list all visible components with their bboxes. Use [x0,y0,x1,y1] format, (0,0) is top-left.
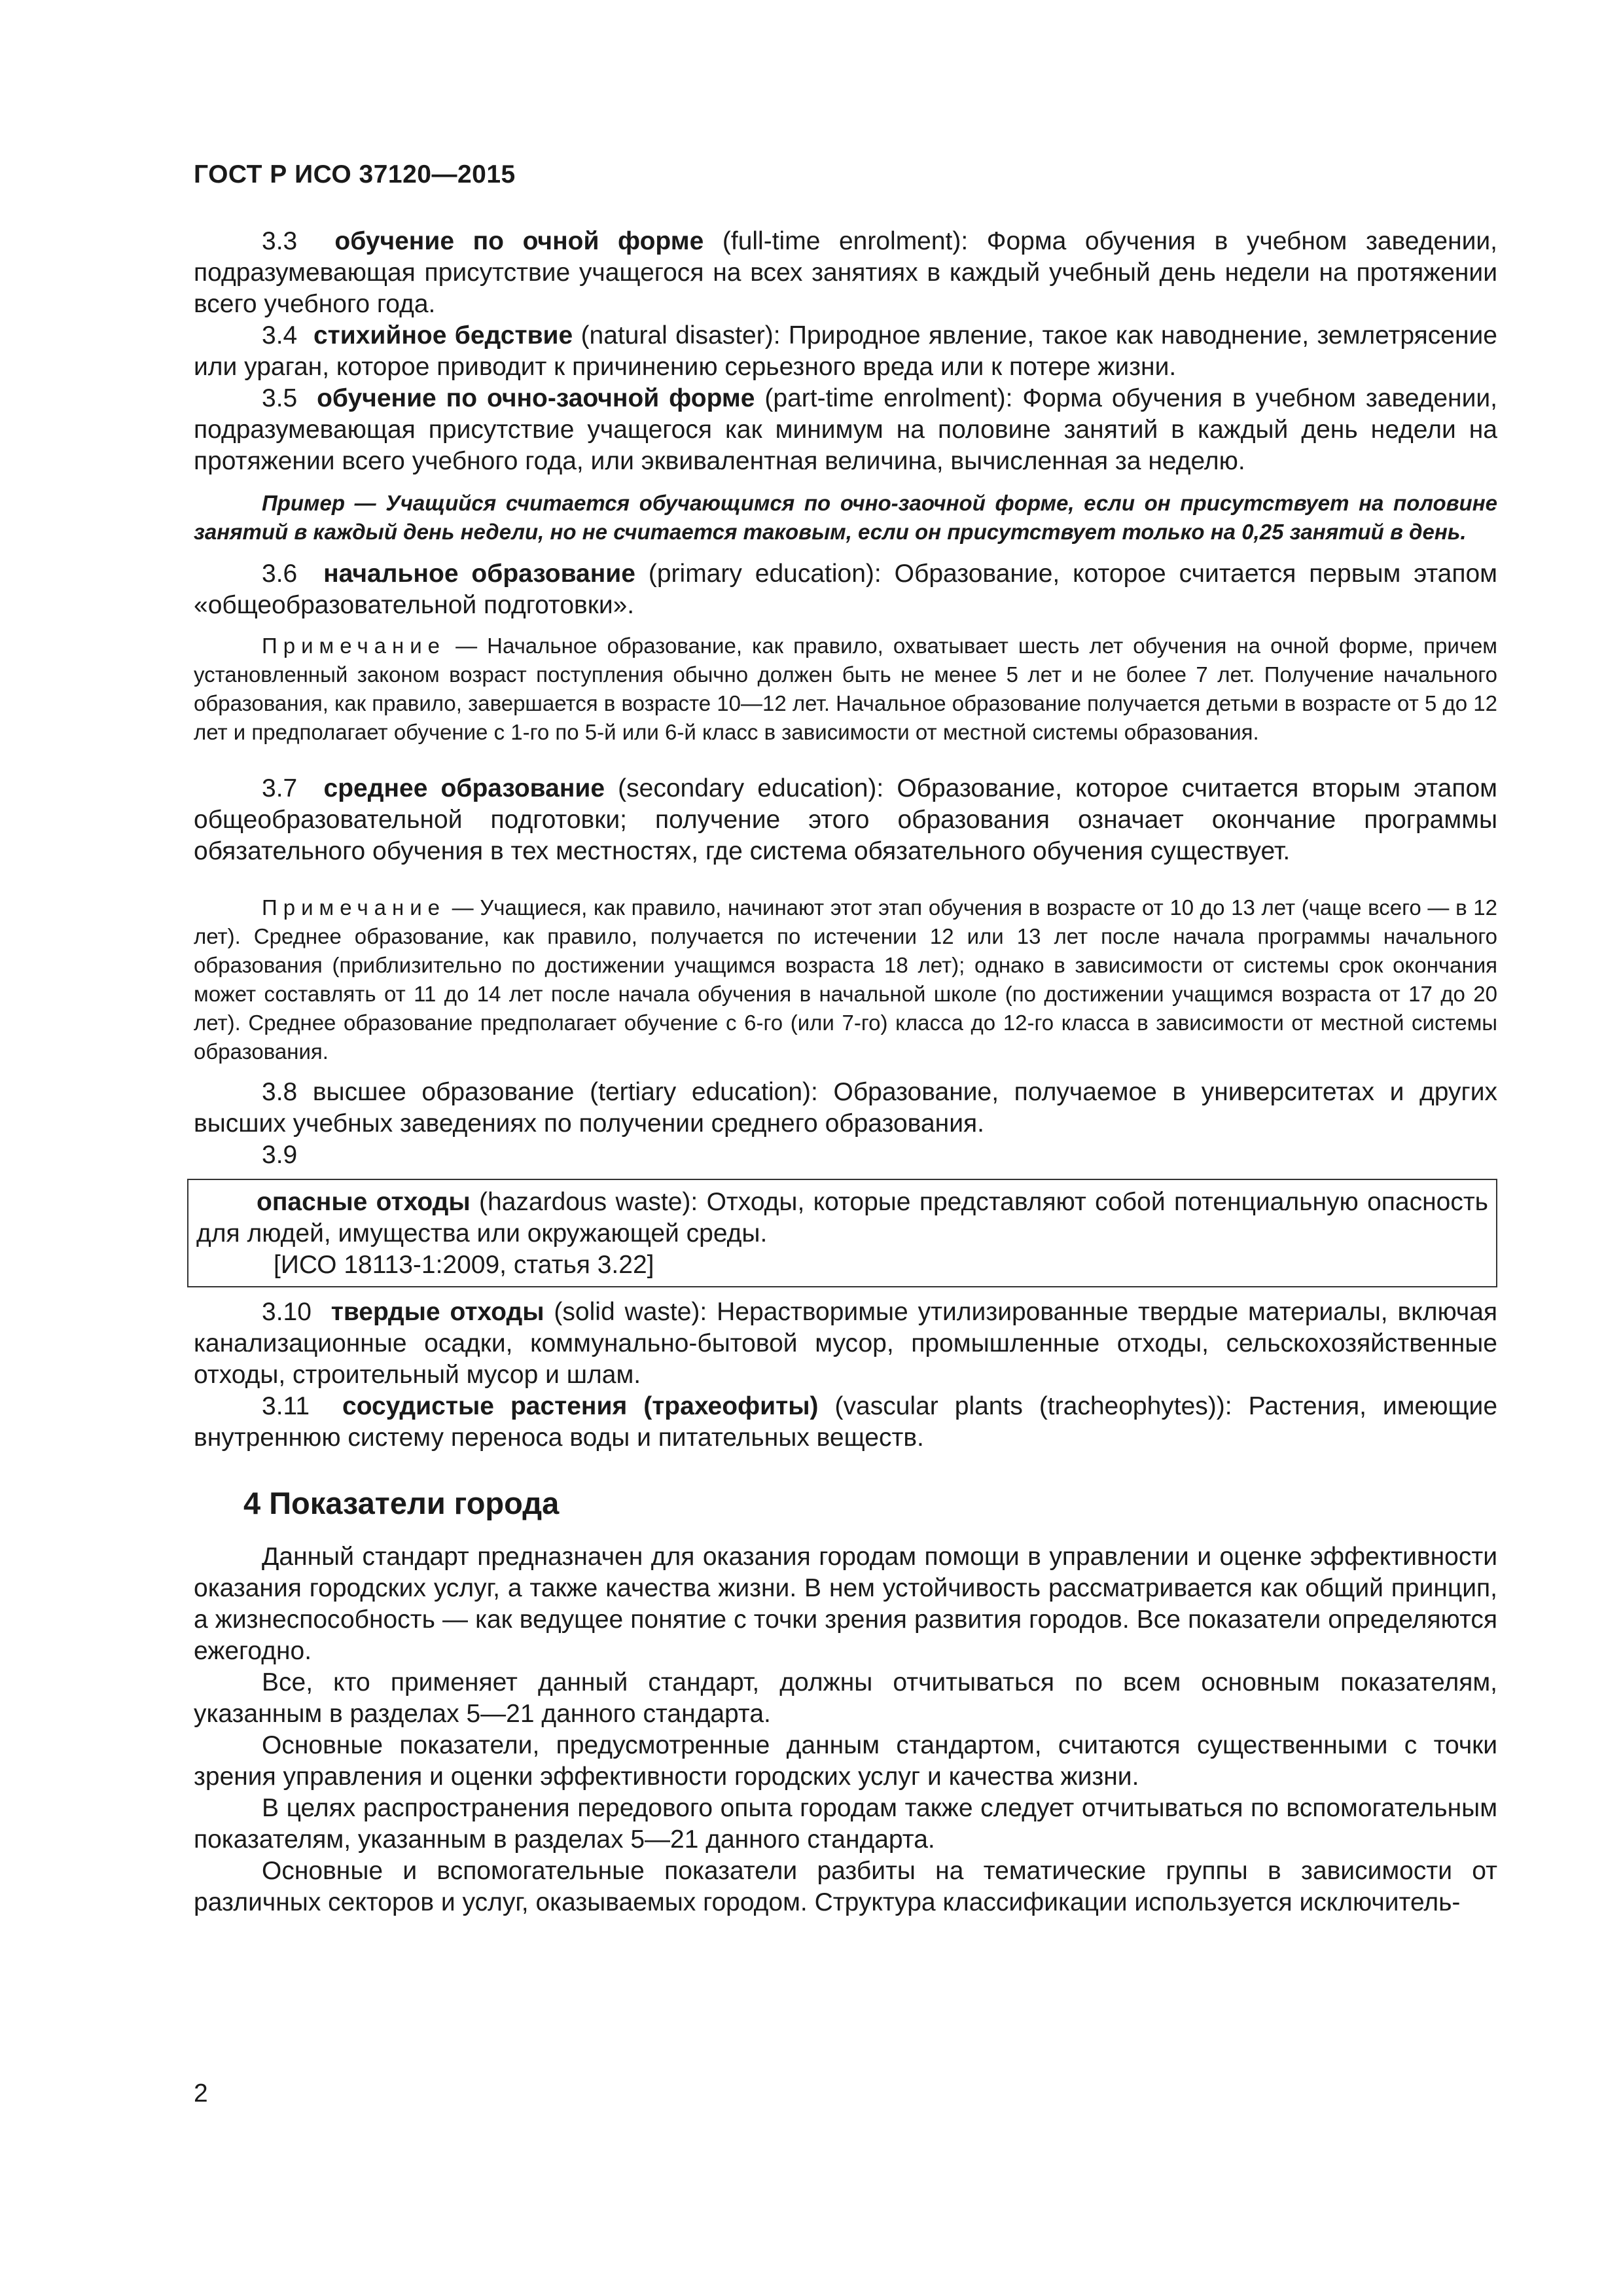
term-definition: (full-time enrolment): Форма обучения в учебном заведении, подразумевающая присутствие учащегося на всех занятиях в каждый учебный день недели на протяжении всего учебного года. [194,227,1498,318]
term-3-10 [194,1297,1497,1391]
section-4-paragraph: Основные показатели, предусмотренные данным стандартом, считаются существенными с точки зрения управления и оценки эффективности городских услуг и качества жизни. [194,1731,1497,1791]
term-name: твердые отходы [330,1298,544,1326]
term-3-5 [194,383,1497,477]
term-3-9-number: 3.9 [262,1141,298,1169]
note-3-7 [194,893,1497,1066]
example-3-5: Пример — Учащийся считается обучающимся по очно-заочной форме, если он присутствует на половине занятий в каждый день недели, но не считается таковым, если он присутствует только на 0,25 занятий в день. [194,491,1497,544]
document-body [194,226,1497,1918]
term-definition: (natural disaster): Природное явление, такое как наводнение, землетрясение или ураган, которое приводит к причинению серьезного вреда или к потере жизни. [194,321,1497,381]
term-definition: высшее образование (tertiary education): Образование, получаемое в университетах и других высших учебных заведениях по получении среднего образования. [194,1078,1497,1138]
term-number: 3.3 [262,227,298,255]
term-number: 3.4 [262,321,298,350]
term-number: 3.5 [262,384,298,412]
note-label: Примечание [262,895,446,920]
section-4-paragraph: В целях распространения передового опыта городам также следует отчитываться по вспомогательным показателям, указанным в разделах 5—21 данного стандарта. [194,1794,1497,1854]
term-name: сосудистые растения (трахеофиты) [342,1392,819,1420]
term-name: опасные отходы [257,1188,471,1216]
term-definition: (secondary education): Образование, которое считается вторым этапом общеобразовательной подготовки; получение этого образования означает окончание программы обязательного обучения в тех местностях, где система обязательного обучения существует. [194,774,1497,865]
term-definition: (hazardous waste): Отходы, которые представляют собой потенциальную опасность для людей, имущества или окружающей среды. [196,1188,1488,1247]
term-definition: (vascular plants (tracheophytes)): Растения, имеющие внутреннюю систему переноса воды и питательных веществ. [194,1392,1498,1452]
note-label: Примечание [262,634,446,658]
term-name: стихийное бедствие [313,321,573,350]
term-3-6 [194,558,1497,621]
page-number: 2 [194,2079,208,2108]
term-definition: (solid waste): Нерастворимые утилизированные твердые материалы, включая канализационные осадки, коммунально-бытовой мусор, промышленные отходы, сельскохозяйственные отходы, строительный мусор и шлам. [194,1298,1497,1389]
term-name: среднее образование [323,774,605,802]
term-3-4 [194,320,1497,383]
term-name: начальное образование [323,560,635,588]
term-number: 3.10 [262,1298,312,1326]
term-3-9 [196,1187,1488,1249]
term-definition: (part-time enrolment): Форма обучения в учебном заведении, подразумевающая присутствие учащегося как минимум на половине занятий в каждый день недели на протяжении всего учебного года, или эквивалентная величина, вычисленная за неделю. [194,384,1497,475]
term-definition: (primary education): Образование, которое считается первым этапом «общеобразовательной подготовки». [194,560,1497,619]
term-3-3 [194,226,1497,320]
note-3-6 [194,632,1497,747]
section-4-title: 4 Показатели города [243,1486,560,1520]
term-3-7 [194,773,1497,867]
running-header: ГОСТ Р ИСО 37120—2015 [194,160,516,188]
section-4-paragraph: Основные и вспомогательные показатели разбиты на тематические группы в зависимости от различных секторов и услуг, оказываемых городом. Структура классификации используется исключитель- [194,1857,1497,1916]
term-number: 3.8 [262,1078,298,1106]
term-3-8 [194,1077,1497,1139]
term-3-9-reference: [ИСО 18113-1:2009, статья 3.22] [274,1251,654,1279]
term-name: обучение по очной форме [334,227,704,255]
note-text: — Начальное образование, как правило, охватывает шесть лет обучения на очной форме, причем установленный законом возраст поступления обычно должен быть не менее 5 лет и не более 7 лет. Получение начального образования, как правило, завершается в возрасте 10—12 лет. Начальное образование получается детьми в возрасте от 5 до 12 лет и предполагает обучение с 1-го по 5-й или 6-й класс в зависимости от местной системы образования. [194,634,1497,744]
term-3-9-box [187,1179,1497,1287]
section-4-paragraph: Все, кто применяет данный стандарт, должны отчитываться по всем основным показателям, указанным в разделах 5—21 данного стандарта. [194,1668,1497,1728]
term-number: 3.7 [262,774,298,802]
term-number: 3.11 [262,1392,310,1420]
term-3-11 [194,1391,1497,1454]
term-number: 3.6 [262,560,298,588]
note-text: — Учащиеся, как правило, начинают этот этап обучения в возрасте от 10 до 13 лет (чаще всего — в 12 лет). Среднее образование, как правило, получается по истечении 12 или 13 лет после начала программы начального образования (приблизительно по достижении учащимся возраста 18 лет); однако в зависимости от системы срок окончания может составлять от 11 до 14 лет после начала обучения в начальной школе (по достижении учащимся возраста от 17 до 20 лет). Среднее образование предполагает обучение с 6-го (или 7-го) класса до 12-го класса в зависимости от местной системы образования. [194,895,1497,1064]
term-name: обучение по очно-заочной форме [317,384,755,412]
section-4-paragraph: Данный стандарт предназначен для оказания городам помощи в управлении и оценке эффективности оказания городских услуг, а также качества жизни. В нем устойчивость рассматривается как общий принцип, а жизнеспособность — как ведущее понятие с точки зрения развития городов. Все показатели определяются ежегодно. [194,1543,1497,1665]
